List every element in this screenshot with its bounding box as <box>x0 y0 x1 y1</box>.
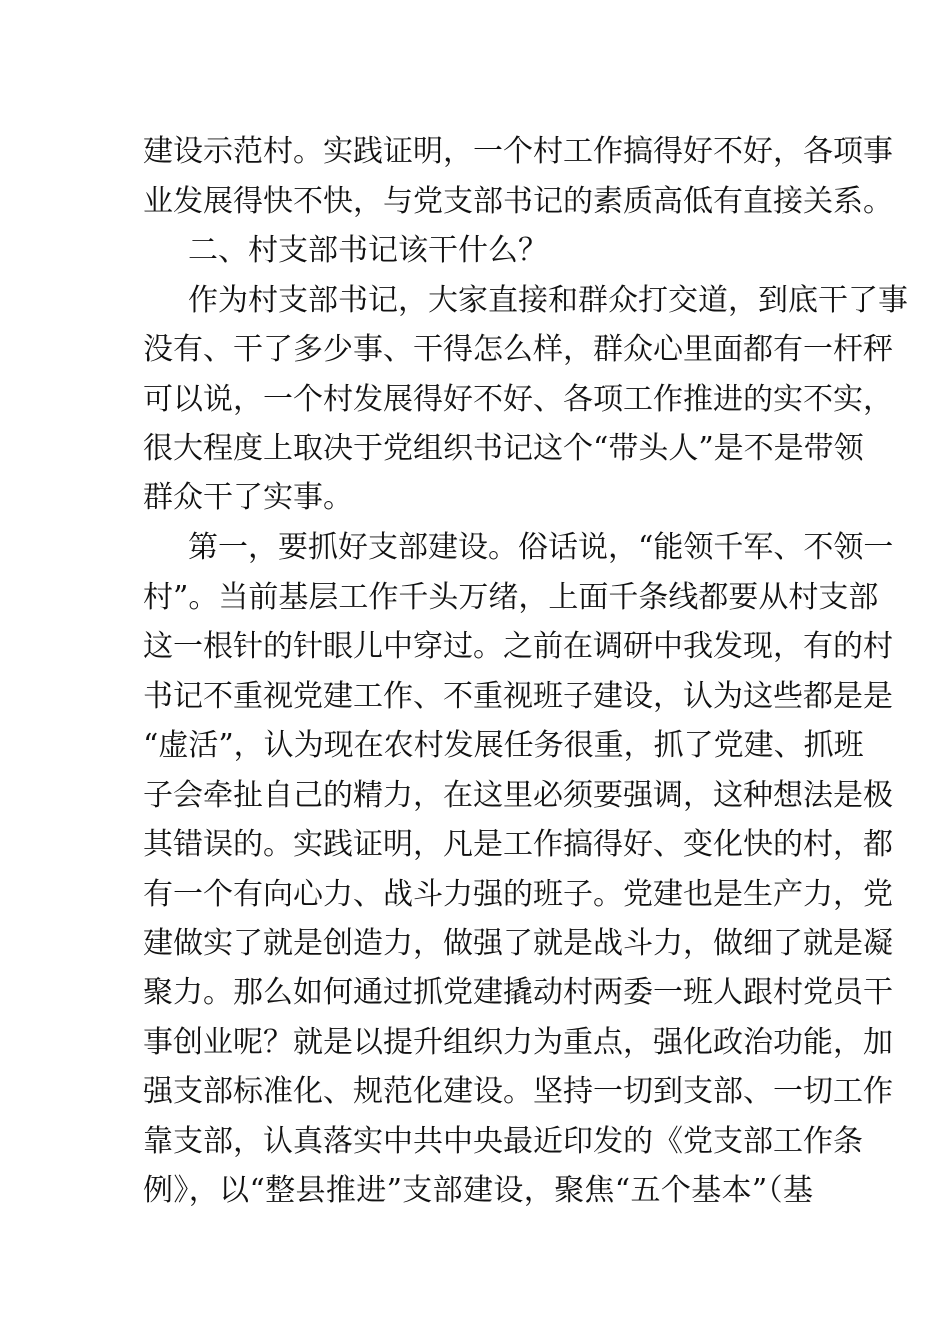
text-line: 很大程度上取决于党组织书记这个“带头人”是不是带领 <box>143 431 864 466</box>
text-line: 建设示范村。实践证明，一个村工作搞得好不好，各项事 <box>143 134 893 169</box>
text-line: “虚活”，认为现在农村发展任务很重，抓了党建、抓班 <box>143 728 864 763</box>
text-line: 例》，以“整县推进”支部建设，聚焦“五个基本”（基 <box>143 1173 813 1208</box>
text-line: 强支部标准化、规范化建设。坚持一切到支部、一切工作 <box>143 1074 893 1109</box>
text-line: 靠支部，认真落实中共中央最近印发的《党支部工作条 <box>143 1124 863 1159</box>
text-line: 聚力。那么如何通过抓党建撬动村两委一班人跟村党员干 <box>143 975 893 1010</box>
text-line: 子会牵扯自己的精力，在这里必须要强调，这种想法是极 <box>143 778 893 813</box>
text-line: 其错误的。实践证明，凡是工作搞得好、变化快的村，都 <box>143 827 893 862</box>
text-line: 作为村支部书记，大家直接和群众打交道，到底干了事 <box>188 283 908 318</box>
section-heading: 二、村支部书记该干什么？ <box>188 233 548 268</box>
text-line: 群众干了实事。 <box>143 480 353 515</box>
text-line: 书记不重视党建工作、不重视班子建设，认为这些都是是 <box>143 679 893 714</box>
text-line: 业发展得快不快，与党支部书记的素质高低有直接关系。 <box>143 184 893 219</box>
text-line: 有一个有向心力、战斗力强的班子。党建也是生产力，党 <box>143 877 893 912</box>
text-line: 村”。当前基层工作千头万绪，上面千条线都要从村支部 <box>143 580 879 615</box>
text-line: 事创业呢？就是以提升组织力为重点，强化政治功能，加 <box>143 1025 893 1060</box>
text-line: 可以说，一个村发展得好不好、各项工作推进的实不实， <box>143 382 893 417</box>
text-line: 这一根针的针眼儿中穿过。之前在调研中我发现，有的村 <box>143 629 893 664</box>
text-line: 建做实了就是创造力，做强了就是战斗力，做细了就是凝 <box>143 926 893 961</box>
text-line: 第一，要抓好支部建设。俗话说，“能领千军、不领一 <box>188 530 894 565</box>
text-line: 没有、干了多少事、干得怎么样，群众心里面都有一杆秤 <box>143 332 893 367</box>
